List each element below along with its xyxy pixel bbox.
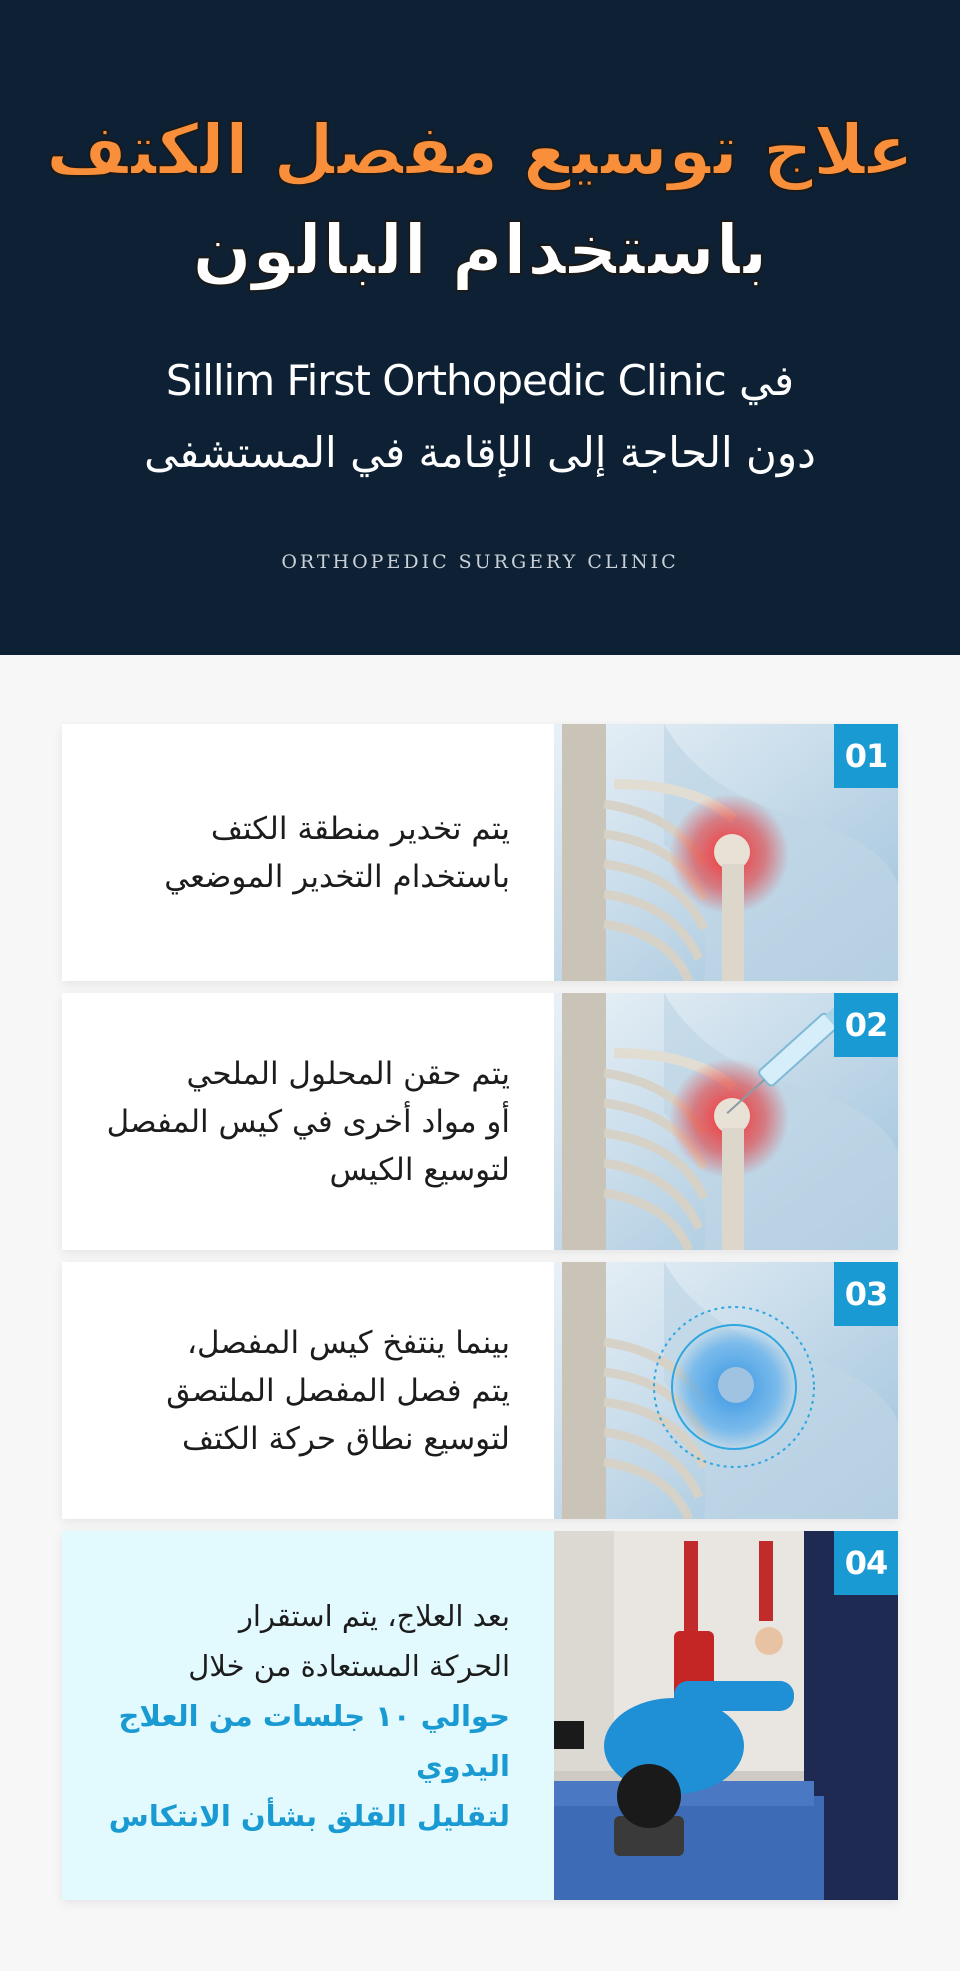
step-line: الحركة المستعادة من خلال — [188, 1648, 510, 1683]
step-card-4 — [62, 1531, 898, 1900]
step-line: يتم حقن المحلول الملحي — [186, 1055, 510, 1092]
step-line: أو مواد أخرى في كيس المفصل — [106, 1103, 510, 1140]
shoulder-injection-illustration — [554, 993, 898, 1250]
step-number-badge: 03 — [834, 1262, 898, 1326]
step-line: باستخدام التخدير الموضعي — [164, 858, 510, 895]
step-text — [62, 1262, 554, 1519]
step-card-2 — [62, 993, 898, 1250]
subtitle-line-1: في Sillim First Orthopedic Clinic — [165, 356, 795, 405]
manual-therapy-photo — [554, 1531, 898, 1900]
hero-header — [0, 0, 960, 655]
shoulder-inflammation-illustration — [554, 724, 898, 981]
clinic-tagline: ORTHOPEDIC SURGERY CLINIC — [281, 551, 679, 573]
step-highlight-line: لتقليل القلق بشأن الانتكاس — [108, 1798, 510, 1833]
step-line: لتوسيع نطاق حركة الكتف — [181, 1420, 510, 1457]
subtitle — [0, 345, 960, 489]
title-line-1: علاج توسيع مفصل الكتف — [45, 109, 915, 191]
step-line: لتوسيع الكيس — [329, 1151, 510, 1188]
step-number-badge: 04 — [834, 1531, 898, 1595]
step-text — [62, 1531, 554, 1900]
step-number-badge: 02 — [834, 993, 898, 1057]
step-line: يتم فصل المفصل الملتصق — [166, 1372, 510, 1409]
subtitle-line-2: دون الحاجة إلى الإقامة في المستشفى — [144, 428, 816, 477]
shoulder-expansion-illustration — [554, 1262, 898, 1519]
page-title — [0, 100, 960, 300]
step-card-1 — [62, 724, 898, 981]
title-line-2: باستخدام البالون — [192, 209, 768, 291]
step-line: بينما ينتفخ كيس المفصل، — [187, 1324, 510, 1361]
step-card-3 — [62, 1262, 898, 1519]
step-text — [62, 724, 554, 981]
step-number-badge: 01 — [834, 724, 898, 788]
step-text — [62, 993, 554, 1250]
step-highlight-line: حوالي ١٠ جلسات من العلاج اليدوي — [118, 1698, 510, 1783]
step-line: بعد العلاج، يتم استقرار — [238, 1598, 510, 1633]
step-line: يتم تخدير منطقة الكتف — [210, 810, 510, 847]
